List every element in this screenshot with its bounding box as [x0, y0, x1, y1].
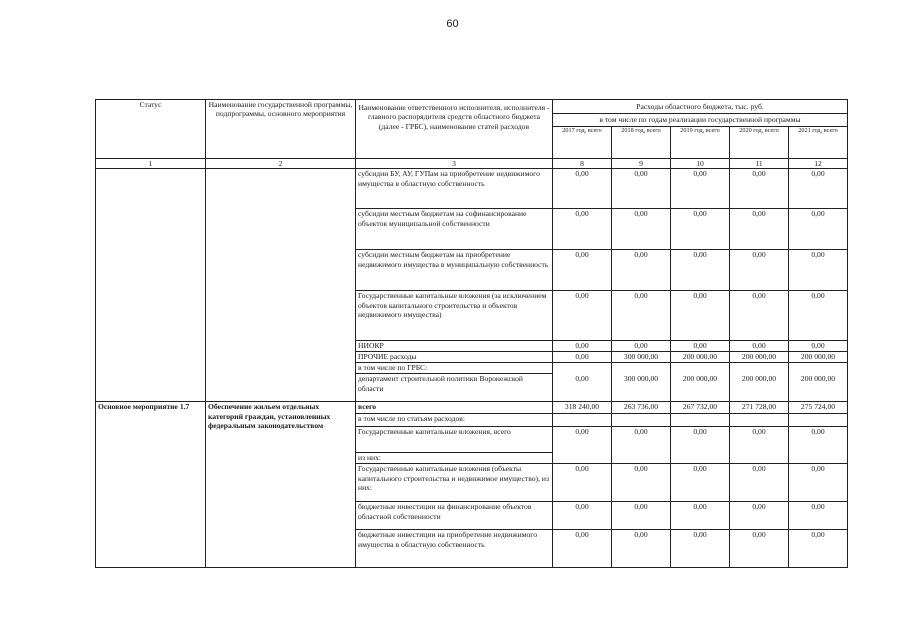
row-label: субсидии местным бюджетам на приобретение недвижимого имущества в муниципальную собственность: [356, 250, 553, 291]
row-value: 0,00: [730, 250, 789, 291]
row-label: из них:: [356, 453, 553, 464]
row-value: 0,00: [730, 502, 789, 530]
row-value: 0,00: [553, 464, 612, 502]
row-value: 0,00: [612, 464, 671, 502]
row-value: 0,00: [612, 291, 671, 341]
row-label: бюджетные инвестиции на приобретение недвижимого имущества в областную собственность: [356, 530, 553, 568]
row-value: 263 736,00: [612, 402, 671, 414]
row-label: департамент строительной политики Воронежской области: [356, 374, 553, 402]
row-value: 0,00: [789, 169, 848, 209]
row-label: в том числе по ГРБС:: [356, 363, 553, 374]
header-year: 2021 год, всего: [789, 127, 848, 159]
row-value: 0,00: [671, 530, 730, 568]
header-years-caption: в том числе по годам реализации государственной программы: [553, 114, 848, 127]
row-value: 0,00: [612, 530, 671, 568]
row-value: 0,00: [671, 502, 730, 530]
header-status: Статус: [96, 100, 206, 159]
row-value: 0,00: [789, 209, 848, 250]
row-label: Государственные капитальные вложения (объекты капитального строительства и недвижимое имущество), из них:: [356, 464, 553, 502]
page-number: 60: [446, 18, 459, 30]
row-value: 0,00: [553, 250, 612, 291]
table-row: [96, 402, 848, 414]
row-label: Государственные капитальные вложения (за исключением объектов капитального строительства и объектов недвижимого имущества): [356, 291, 553, 341]
row-value: 0,00: [789, 502, 848, 530]
row-value: 0,00: [612, 250, 671, 291]
row-value: 200 000,00: [671, 352, 730, 363]
row-value: 0,00: [553, 530, 612, 568]
row-value: 0,00: [789, 291, 848, 341]
row-value: 200 000,00: [730, 374, 789, 402]
header-budget-title: Расходы областного бюджета, тыс. руб.: [553, 100, 848, 114]
row-value: 275 724,00: [789, 402, 848, 414]
row-value: 300 000,00: [612, 352, 671, 363]
row-value: 0,00: [789, 464, 848, 502]
row-value: 271 728,00: [730, 402, 789, 414]
column-number: 3: [356, 159, 553, 169]
header-year: 2020 год, всего: [730, 127, 789, 159]
row-value: 0,00: [612, 341, 671, 352]
row-value: 0,00: [789, 427, 848, 453]
row-value: 0,00: [553, 502, 612, 530]
row-value: 0,00: [730, 291, 789, 341]
row-value: 0,00: [671, 341, 730, 352]
column-number: 11: [730, 159, 789, 169]
row-label: субсидии местным бюджетам на софинансирование объектов муниципальной собственности: [356, 209, 553, 250]
column-number: 2: [206, 159, 356, 169]
row-value: 0,00: [553, 341, 612, 352]
row-label: ПРОЧИЕ расходы: [356, 352, 553, 363]
header-program-name: Наименование государственной программы, подпрограммы, основного мероприятия: [206, 100, 356, 159]
budget-table: [95, 99, 848, 568]
row-value: 0,00: [553, 352, 612, 363]
row-label: НИОКР: [356, 341, 553, 352]
status-cell-empty: [96, 169, 206, 402]
row-value: 0,00: [553, 374, 612, 402]
row-label: субсидии БУ, АУ, ГУПам на приобретение недвижимого имущества в областную собственность: [356, 169, 553, 209]
row-value: 0,00: [671, 250, 730, 291]
column-number: 8: [553, 159, 612, 169]
row-value: 300 000,00: [612, 374, 671, 402]
section-name: Обеспечение жильем отдельных категорий граждан, установленных федеральным законодательством: [206, 402, 356, 568]
row-label: Государственные капитальные вложения, всего: [356, 427, 553, 453]
row-value: 200 000,00: [789, 374, 848, 402]
row-value: 0,00: [612, 169, 671, 209]
header-year: 2019 год, всего: [671, 127, 730, 159]
row-value: 200 000,00: [730, 352, 789, 363]
row-value: 0,00: [730, 427, 789, 453]
section-status: Основное мероприятие 1.7: [96, 402, 206, 568]
program-cell-empty: [206, 169, 356, 402]
row-value: 0,00: [671, 209, 730, 250]
row-value: 0,00: [612, 427, 671, 453]
row-value: 0,00: [730, 341, 789, 352]
row-value: 0,00: [553, 209, 612, 250]
row-label: в том числе по статьям расходов:: [356, 414, 553, 427]
row-value: 0,00: [730, 209, 789, 250]
row-label: всего: [356, 402, 553, 414]
row-value: 0,00: [789, 250, 848, 291]
row-value: 200 000,00: [671, 374, 730, 402]
row-value: 267 732,00: [671, 402, 730, 414]
row-value: 318 240,00: [553, 402, 612, 414]
row-value: 0,00: [612, 209, 671, 250]
row-value: 0,00: [730, 464, 789, 502]
row-value: 0,00: [671, 427, 730, 453]
row-value: 0,00: [612, 502, 671, 530]
column-number: 10: [671, 159, 730, 169]
row-value: 0,00: [789, 530, 848, 568]
header-year: 2017 год, всего: [553, 127, 612, 159]
column-number: 1: [96, 159, 206, 169]
row-value: 0,00: [730, 169, 789, 209]
header-executor: Наименование ответственного исполнителя, исполнителя - главного распорядителя средств областного бюджета (далее - ГРБС), наименование статей расходов: [356, 100, 553, 159]
row-value: 0,00: [671, 291, 730, 341]
row-value: 0,00: [671, 464, 730, 502]
header-year: 2018 год, всего: [612, 127, 671, 159]
row-value: 0,00: [789, 341, 848, 352]
table-row: [96, 169, 848, 209]
row-value: 0,00: [671, 169, 730, 209]
row-label: бюджетные инвестиции на финансирование объектов областной собственности: [356, 502, 553, 530]
row-value: 0,00: [553, 169, 612, 209]
row-value: 0,00: [730, 530, 789, 568]
row-value: 0,00: [553, 291, 612, 341]
row-value: 0,00: [553, 427, 612, 453]
column-number: 9: [612, 159, 671, 169]
column-number: 12: [789, 159, 848, 169]
row-value: 200 000,00: [789, 352, 848, 363]
